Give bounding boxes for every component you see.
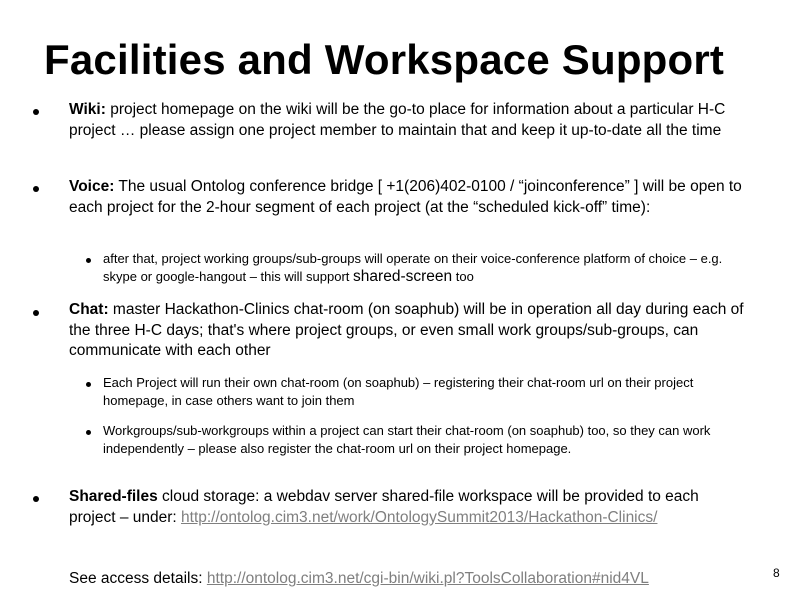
bullet-item-wiki (69, 100, 739, 141)
access-label: See access details: (69, 570, 207, 587)
sub-bullet-icon (86, 430, 91, 435)
item-label: Wiki: (69, 101, 106, 118)
item-label: Voice: (69, 178, 115, 195)
sub-item-text: after that, project working groups/sub-groups will operate on their voice-conference platform of choice – e.g. skype or google-hangout – this will support (103, 251, 723, 284)
slide-title: Facilities and Workspace Support (44, 36, 725, 83)
access-details-link[interactable]: http://ontolog.cim3.net/cgi-bin/wiki.pl?ToolsCollaboration#nid4VL (206, 570, 649, 587)
bullet-item-shared-files (69, 487, 749, 528)
sub-item-tail: too (452, 269, 474, 284)
sub-bullet-icon (86, 258, 91, 263)
item-label: Chat: (69, 301, 109, 318)
item-text: project homepage on the wiki will be the go-to place for information about a particular H-C project … please assign one project member to maintain that and keep it up-to-date all the time (69, 101, 726, 139)
access-details (69, 569, 769, 590)
item-text: master Hackathon-Clinics chat-room (on soaphub) will be in operation all day during each of the three H-C days; that's where project groups, or even small work groups/sub-groups, can communicate with each other (69, 301, 744, 359)
sub-item-emphasis: shared-screen (353, 268, 453, 285)
sub-item-project-chat (103, 374, 743, 410)
sub-item-text: Each Project will run their own chat-room (on soaphub) – registering their chat-room url on their project homepage, in case others want to join them (103, 375, 694, 408)
sub-bullet-icon (86, 382, 91, 387)
bullet-icon (33, 186, 39, 192)
sub-item-voice-platform (103, 250, 743, 286)
item-text: The usual Ontolog conference bridge [ +1(206)402-0100 / “joinconference” ] will be open to each project for the 2-hour segment of each project (at the “scheduled kick-off” time): (69, 178, 742, 216)
bullet-icon (33, 109, 39, 115)
item-label: Shared-files (69, 488, 158, 505)
bullet-icon (33, 310, 39, 316)
workspace-link[interactable]: http://ontolog.cim3.net/work/OntologySummit2013/Hackathon-Clinics/ (181, 508, 658, 526)
page-number: 8 (773, 566, 780, 580)
bullet-icon (33, 496, 39, 502)
sub-item-workgroup-chat (103, 422, 748, 458)
bullet-item-voice (69, 177, 749, 218)
sub-item-text: Workgroups/sub-workgroups within a project can start their chat-room (on soaphub) too, so they can work independently – please also register the chat-room url on their project homepage. (103, 423, 711, 456)
item-text: cloud storage: a webdav server shared-file workspace will be provided to each project – under: (69, 488, 699, 526)
bullet-item-chat (69, 300, 749, 362)
